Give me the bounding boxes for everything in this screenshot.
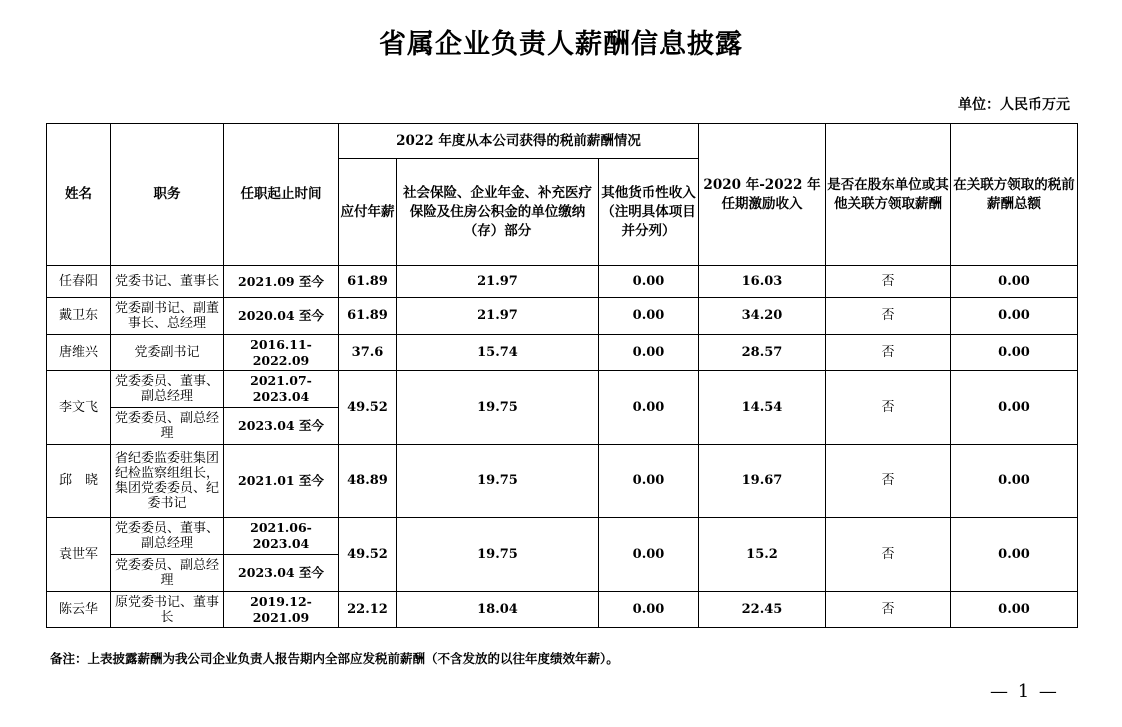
header-incentive: 2020 年-2022 年任期激励收入	[699, 124, 826, 266]
header-related-total: 在关联方领取的税前薪酬总额	[951, 124, 1078, 266]
other-income-cell: 0.00	[599, 371, 699, 445]
tenure-cell: 2019.12-2021.09	[224, 592, 339, 628]
incentive-cell: 19.67	[699, 445, 826, 518]
incentive-cell: 16.03	[699, 266, 826, 298]
other-income-cell: 0.00	[599, 335, 699, 371]
position-cell: 党委委员、副总经理	[111, 555, 224, 592]
person-name: 唐维兴	[47, 335, 111, 371]
other-income-cell: 0.00	[599, 518, 699, 592]
shareholder-pay-cell: 否	[826, 445, 951, 518]
position-cell: 原党委书记、董事长	[111, 592, 224, 628]
shareholder-pay-cell: 否	[826, 335, 951, 371]
header-tenure: 任职起止时间	[224, 124, 339, 266]
person-name: 袁世军	[47, 518, 111, 592]
header-name: 姓名	[47, 124, 111, 266]
annual-salary-cell: 61.89	[339, 266, 397, 298]
header-position: 职务	[111, 124, 224, 266]
page-number: — 1 —	[990, 681, 1059, 702]
salary-table	[46, 123, 1078, 628]
header-other-income: 其他货币性收入（注明具体项目并分列）	[599, 159, 699, 266]
social-insurance-cell: 21.97	[397, 298, 599, 335]
annual-salary-cell: 49.52	[339, 518, 397, 592]
related-total-cell: 0.00	[951, 298, 1078, 335]
social-insurance-cell: 15.74	[397, 335, 599, 371]
shareholder-pay-cell: 否	[826, 298, 951, 335]
related-total-cell: 0.00	[951, 266, 1078, 298]
header-annual-salary: 应付年薪	[339, 159, 397, 266]
person-name: 戴卫东	[47, 298, 111, 335]
social-insurance-cell: 21.97	[397, 266, 599, 298]
unit-label: 单位：人民币万元	[958, 97, 1070, 113]
table-row	[47, 266, 1078, 298]
header-shareholder-pay: 是否在股东单位或其他关联方领取薪酬	[826, 124, 951, 266]
annual-salary-cell: 22.12	[339, 592, 397, 628]
social-insurance-cell: 18.04	[397, 592, 599, 628]
other-income-cell: 0.00	[599, 592, 699, 628]
social-insurance-cell: 19.75	[397, 371, 599, 445]
person-name: 任春阳	[47, 266, 111, 298]
tenure-cell: 2020.04 至今	[224, 298, 339, 335]
person-name: 邱 晓	[47, 445, 111, 518]
related-total-cell: 0.00	[951, 518, 1078, 592]
person-name: 李文飞	[47, 371, 111, 445]
incentive-cell: 14.54	[699, 371, 826, 445]
related-total-cell: 0.00	[951, 335, 1078, 371]
position-cell: 党委副书记	[111, 335, 224, 371]
person-name: 陈云华	[47, 592, 111, 628]
position-cell: 党委委员、副总经理	[111, 408, 224, 445]
shareholder-pay-cell: 否	[826, 518, 951, 592]
position-cell: 党委副书记、副董事长、总经理	[111, 298, 224, 335]
social-insurance-cell: 19.75	[397, 445, 599, 518]
related-total-cell: 0.00	[951, 371, 1078, 445]
annual-salary-cell: 49.52	[339, 371, 397, 445]
social-insurance-cell: 19.75	[397, 518, 599, 592]
position-cell: 省纪委监委驻集团纪检监察组组长，集团党委委员、纪委书记	[111, 445, 224, 518]
table-row	[47, 592, 1078, 628]
table-row	[47, 335, 1078, 371]
shareholder-pay-cell: 否	[826, 592, 951, 628]
incentive-cell: 34.20	[699, 298, 826, 335]
header-social-insurance: 社会保险、企业年金、补充医疗保险及住房公积金的单位缴纳（存）部分	[397, 159, 599, 266]
position-cell: 党委委员、董事、副总经理	[111, 518, 224, 555]
position-cell: 党委书记、董事长	[111, 266, 224, 298]
tenure-cell: 2021.06-2023.04	[224, 518, 339, 555]
related-total-cell: 0.00	[951, 592, 1078, 628]
related-total-cell: 0.00	[951, 445, 1078, 518]
table-row	[47, 445, 1078, 518]
shareholder-pay-cell: 否	[826, 266, 951, 298]
table-row	[47, 518, 1078, 555]
annual-salary-cell: 61.89	[339, 298, 397, 335]
header-group-2022: 2022 年度从本公司获得的税前薪酬情况	[339, 124, 699, 159]
tenure-cell: 2016.11-2022.09	[224, 335, 339, 371]
incentive-cell: 22.45	[699, 592, 826, 628]
position-cell: 党委委员、董事、副总经理	[111, 371, 224, 408]
other-income-cell: 0.00	[599, 266, 699, 298]
tenure-cell: 2023.04 至今	[224, 408, 339, 445]
tenure-cell: 2021.09 至今	[224, 266, 339, 298]
other-income-cell: 0.00	[599, 445, 699, 518]
table-row	[47, 371, 1078, 408]
tenure-cell: 2021.07-2023.04	[224, 371, 339, 408]
tenure-cell: 2023.04 至今	[224, 555, 339, 592]
page-title: 省属企业负责人薪酬信息披露	[379, 29, 743, 60]
tenure-cell: 2021.01 至今	[224, 445, 339, 518]
incentive-cell: 28.57	[699, 335, 826, 371]
other-income-cell: 0.00	[599, 298, 699, 335]
footnote: 备注：上表披露薪酬为我公司企业负责人报告期内全部应发税前薪酬（不含发放的以往年度绩效年薪）。	[50, 651, 619, 666]
table-row	[47, 298, 1078, 335]
incentive-cell: 15.2	[699, 518, 826, 592]
shareholder-pay-cell: 否	[826, 371, 951, 445]
annual-salary-cell: 37.6	[339, 335, 397, 371]
annual-salary-cell: 48.89	[339, 445, 397, 518]
